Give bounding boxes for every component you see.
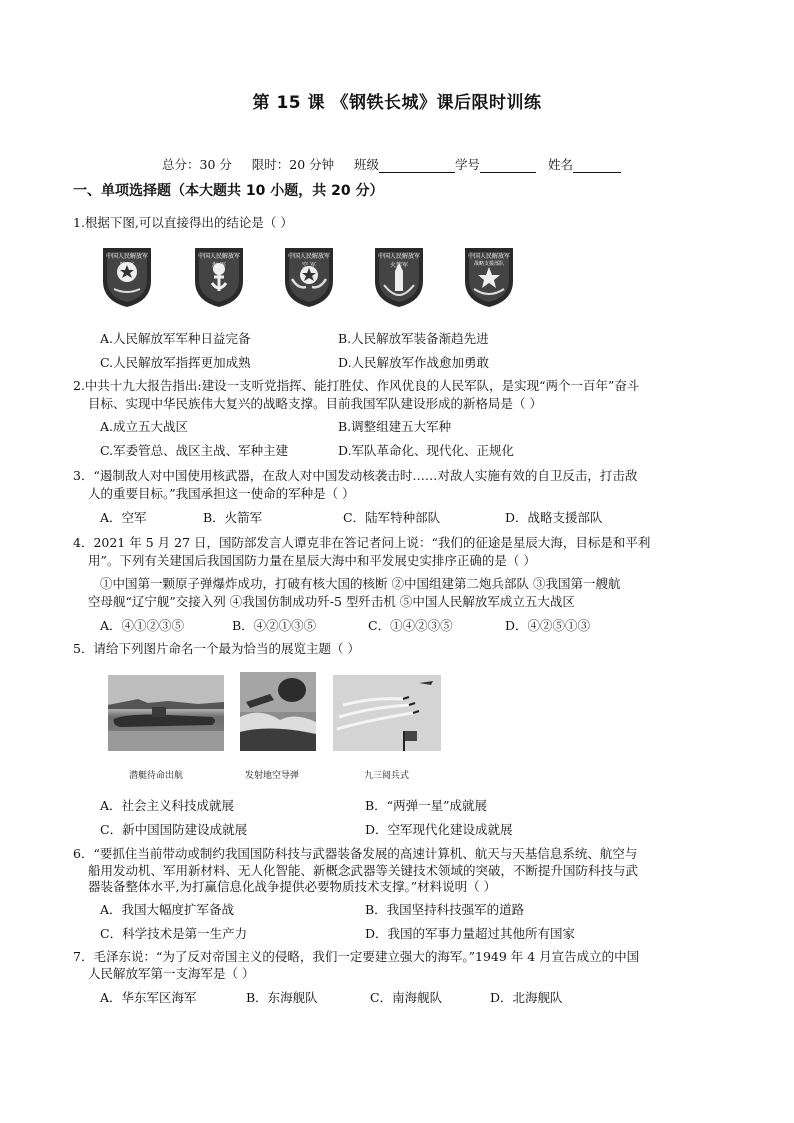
q4-items-line2: 空母舰“辽宁舰”交接入列 ④我国仿制成功歼-5 型歼击机 ⑤中国人民解放军成立五大战区 xyxy=(88,594,575,609)
q6-option-c[interactable]: C．科学技术是第一生产力 xyxy=(100,926,248,941)
number-blank[interactable] xyxy=(480,159,536,173)
army-emblem-top: 中国人民解放军 xyxy=(105,253,148,260)
q2-option-a[interactable]: A.成立五大战区 xyxy=(100,419,189,434)
q3-stem-line1: 3．“遏制敌人对中国使用核武器，在敌人对中国发动核袭击时……对敌人实施有效的自卫反击，打击敌 xyxy=(73,468,638,483)
q4-items-line1: ①中国第一颗原子弹爆炸成功，打破有核大国的核断 ②中国组建第二炮兵部队 ③我国第一艘航 xyxy=(100,576,621,591)
q6-option-b[interactable]: B．我国坚持科技强军的道路 xyxy=(365,902,525,917)
q2-option-c[interactable]: C.军委管总、战区主战、军种主建 xyxy=(100,443,289,458)
time-limit: 限时：20 分钟 xyxy=(251,157,335,172)
number-label: 学号 xyxy=(455,157,481,172)
strategic-emblem-branch: 战略支援部队 xyxy=(473,261,504,267)
q4-option-d[interactable]: D．④②⑤①③ xyxy=(505,618,591,633)
q6-option-a[interactable]: A．我国大幅度扩军备战 xyxy=(100,902,235,917)
q5-option-d[interactable]: D．空军现代化建设成就展 xyxy=(365,822,513,837)
section-heading: 一、单项选择题（本大题共 10 小题，共 20 分） xyxy=(73,183,384,199)
navy-emblem-top: 中国人民解放军 xyxy=(197,253,240,260)
q5-option-c[interactable]: C．新中国国防建设成就展 xyxy=(100,822,248,837)
missile-launch-photo xyxy=(240,672,316,751)
navy-emblem-branch: 海 军 xyxy=(212,262,226,269)
q2-option-b[interactable]: B.调整组建五大军种 xyxy=(338,419,452,434)
submarine-caption: 潜艇待命出航 xyxy=(129,771,184,781)
q4-option-c[interactable]: C．①④②③⑤ xyxy=(368,618,453,633)
q3-option-a[interactable]: A．空军 xyxy=(100,510,147,525)
q3-option-c[interactable]: C．陆军特种部队 xyxy=(343,510,441,525)
q7-option-d[interactable]: D．北海舰队 xyxy=(490,990,563,1005)
q4-option-a[interactable]: A．④①②③⑤ xyxy=(100,618,185,633)
q6-option-d[interactable]: D．我国的军事力量超过其他所有国家 xyxy=(365,926,576,941)
q4-stem-line2: 用”。下列有关建国后我国国防力量在星辰大海中和平发展史实排序正确的是（ ） xyxy=(88,553,536,568)
rocketforce-emblem-top: 中国人民解放军 xyxy=(377,253,420,260)
rocketforce-emblem-branch: 火箭军 xyxy=(389,262,408,269)
q7-stem-line2: 人民解放军第一支海军是（ ） xyxy=(88,966,255,981)
strategic-emblem-top: 中国人民解放军 xyxy=(467,253,510,260)
q7-option-c[interactable]: C．南海舰队 xyxy=(370,990,443,1005)
exam-meta xyxy=(162,155,621,173)
name-label: 姓名 xyxy=(547,157,573,172)
q4-option-b[interactable]: B．④②①③⑤ xyxy=(232,618,317,633)
q3-option-d[interactable]: D．战略支援部队 xyxy=(505,510,603,525)
q1-option-b[interactable]: B.人民解放军装备渐趋先进 xyxy=(338,331,489,346)
q3-stem-line2: 人的重要目标。”我国承担这一使命的军种是（ ） xyxy=(88,486,355,501)
class-blank[interactable] xyxy=(379,159,455,173)
q5-option-b[interactable]: B．“两弹一星”成就展 xyxy=(365,798,487,813)
airforce-emblem-branch: 空 军 xyxy=(302,262,316,269)
q6-stem-line1: 6．“要抓住当前带动或制约我国国防科技与武器装备发展的高速计算机、航天与天基信息系统、航空与 xyxy=(73,846,638,861)
name-blank[interactable] xyxy=(573,159,621,173)
q7-option-a[interactable]: A．华东军区海军 xyxy=(100,990,197,1005)
airforce-emblem-top: 中国人民解放军 xyxy=(287,253,330,260)
q6-stem-line3: 器装备整体水平,为打赢信息化战争提供必要物质技术支撑。”材料说明（ ） xyxy=(88,879,497,894)
missile-caption: 发射地空导弹 xyxy=(245,771,300,781)
q1-option-d[interactable]: D.人民解放军作战愈加勇敢 xyxy=(338,355,490,370)
q6-stem-line2: 船用发动机、军用新材料、无人化智能、新概念武器等关键技术领域的突破，不断提升国防科技与武 xyxy=(88,863,639,878)
q3-option-b[interactable]: B．火箭军 xyxy=(203,510,263,525)
q5-option-a[interactable]: A．社会主义科技成就展 xyxy=(100,798,235,813)
page-title: 第 15 课 《钢铁长城》课后限时训练 xyxy=(252,93,542,113)
submarine-photo xyxy=(108,675,224,751)
q1-option-a[interactable]: A.人民解放军军种日益完备 xyxy=(100,331,251,346)
q1-stem: 1.根据下图,可以直接得出的结论是（ ） xyxy=(73,215,293,230)
q1-option-c[interactable]: C.人民解放军指挥更加成熟 xyxy=(100,355,251,370)
q7-stem-line1: 7．毛泽东说：“为了反对帝国主义的侵略，我们一定要建立强大的海军。”1949 年 4 月宣告成立的中国 xyxy=(73,949,640,964)
q2-stem-line1: 2.中共十九大报告指出:建设一支听党指挥、能打胜仗、作风优良的人民军队，是实现“两个一百年”奋斗 xyxy=(73,378,640,393)
parade-photo xyxy=(333,675,441,751)
parade-caption: 九三阅兵式 xyxy=(364,771,410,781)
total-score: 总分：30 分 xyxy=(162,157,232,172)
army-emblem-branch: 陆 军 xyxy=(120,262,134,269)
class-label: 班级 xyxy=(354,157,380,172)
q2-option-d[interactable]: D.军队革命化、现代化、正规化 xyxy=(338,443,515,458)
q4-stem-line1: 4．2021 年 5 月 27 日，国防部发言人谭克非在答记者问上说：“我们的征途是星辰大海，目标是和平利 xyxy=(73,535,651,550)
q5-stem: 5．请给下列图片命名一个最为恰当的展览主题（ ） xyxy=(73,641,360,656)
q7-option-b[interactable]: B．东海舰队 xyxy=(246,990,318,1005)
q2-stem-line2: 目标、实现中华民族伟大复兴的战略支撑。目前我国军队建设形成的新格局是（ ） xyxy=(88,396,542,411)
